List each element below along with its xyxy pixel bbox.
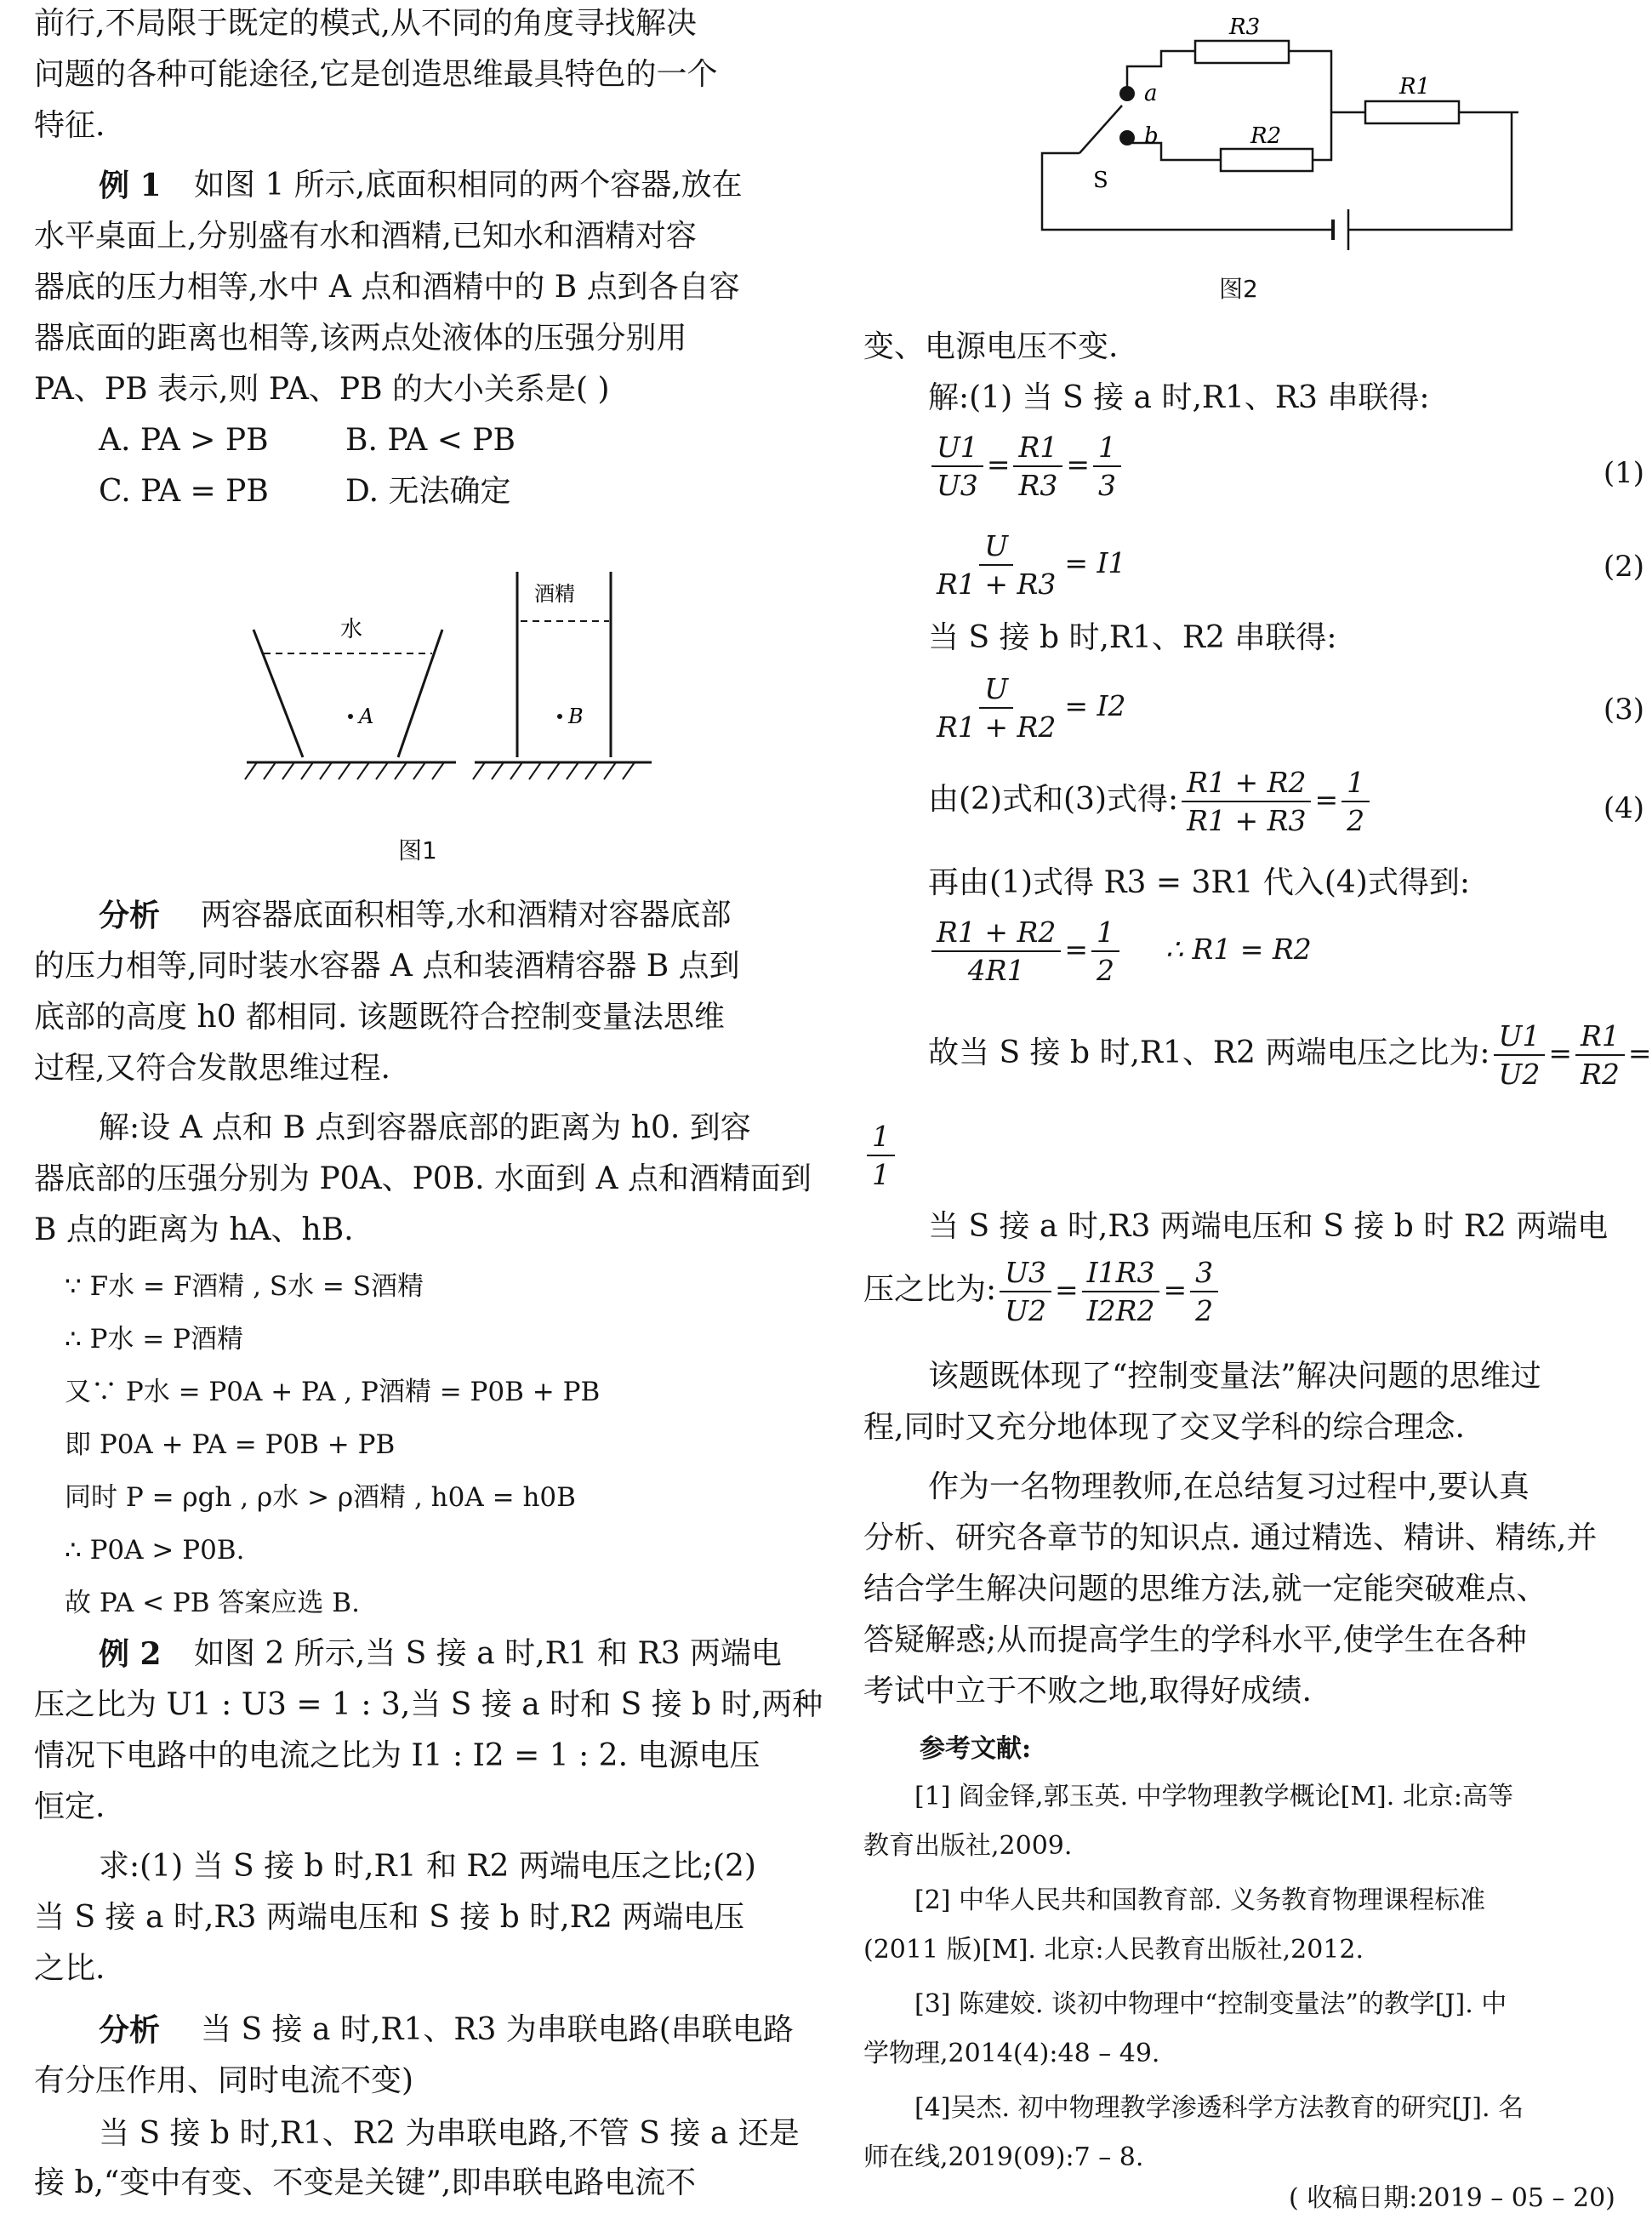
ratio-line: 故当 S 接 b 时,R1、R2 两端电压之比为: $\frac{U1}{U2}$ = $\frac{R1}{R2}$ = [928, 1019, 1652, 1091]
example2-label: 例 2 [99, 1636, 162, 1672]
analysis1-line: 底部的高度 h0 都相同. 该题既符合控制变量法思维 [34, 1000, 725, 1035]
example2-line: 恒定. [34, 1789, 105, 1824]
solution1-step: 同时 P = ρgh , ρ水 > ρ酒精 , h0A = h0B [65, 1482, 576, 1513]
example2-line: 情况下电路中的电流之比为 I1 : I2 = 1 : 2. 电源电压 [34, 1738, 760, 1773]
solution1-step: 即 P0A + PA = P0B + PB [65, 1429, 396, 1460]
water-label: 水 [340, 617, 363, 642]
ratio-result: $\frac{1}{1}$ [863, 1120, 898, 1191]
equation-4: 由(2)式和(3)式得: $\frac{R1 + R2}{R1 + R3}$ = $\frac{1}{2}$ (4) [928, 766, 1644, 837]
continued-line: 变、电源电压不变. [863, 329, 1119, 364]
solution1-step: ∴ P0A > P0B. [65, 1535, 245, 1566]
question-line: 之比. [34, 1951, 105, 1986]
equation-2: $\frac{U}{R1 + R3}$ = I1 (2) [937, 529, 1644, 601]
analysis2-line: 接 b,“变中有变、不变是关键”,即串联电路电流不 [34, 2165, 697, 2200]
r1-label: R1 [1399, 74, 1431, 100]
figure1-caption: 图1 [398, 836, 437, 864]
figure1-containers [204, 562, 681, 817]
analysis1-line: 的压力相等,同时装水容器 A 点和装酒精容器 B 点到 [34, 949, 740, 984]
substitute-line: 再由(1)式得 R3 = 3R1 代入(4)式得到: [928, 865, 1470, 900]
question-line: 求:(1) 当 S 接 b 时,R1 和 R2 两端电压之比;(2) [99, 1849, 756, 1884]
closing-line: 结合学生解决问题的思维方法,就一定能突破难点、 [863, 1572, 1547, 1606]
example1-line: PA、PB 表示,则 PA、PB 的大小关系是( ) [34, 372, 610, 407]
analysis2-line: 当 S 接 b 时,R1、R2 为串联电路,不管 S 接 a 还是 [99, 2116, 800, 2151]
solution1-step: 故 PA < PB 答案应选 B. [65, 1588, 360, 1618]
point-b-label: B [568, 704, 584, 728]
case-b-line: 当 S 接 b 时,R1、R2 串联得: [928, 620, 1337, 655]
equation-5: $\frac{R1 + R2}{4R1}$ = $\frac{1}{2}$ ∴ R1 = R2 [928, 916, 1312, 987]
solution2-intro: 解:(1) 当 S 接 a 时,R1、R3 串联得: [928, 380, 1430, 415]
reference-item: [4]吴杰. 初中物理教学渗透科学方法教育的研究[J]. 名 [914, 2093, 1524, 2123]
example1-label: 例 1 [99, 168, 162, 203]
option-a: A. PA > PB [99, 423, 269, 458]
equation-1: $\frac{U1}{U3}$ = $\frac{R1}{R3}$ = $\frac{1}{3}$ (1) [928, 431, 1644, 502]
example2-line: 如图 2 所示,当 S 接 a 时,R1 和 R3 两端电 [194, 1636, 782, 1671]
r2-label: R2 [1250, 123, 1282, 149]
ratio2-line: 当 S 接 a 时,R3 两端电压和 S 接 b 时 R2 两端电 [928, 1209, 1609, 1244]
reference-item-cont: 教育出版社,2009. [863, 1831, 1073, 1861]
question-line: 当 S 接 a 时,R3 两端电压和 S 接 b 时,R2 两端电压 [34, 1900, 745, 1935]
ratio2-equation: 压之比为: $\frac{U3}{U2}$ = $\frac{I1R3}{I2R2}$ = $\frac{3}{2}$ [863, 1256, 1222, 1327]
reference-item-cont: 学物理,2014(4):48 – 49. [863, 2039, 1160, 2068]
reference-item: [2] 中华人民共和国教育部. 义务教育物理课程标准 [914, 1885, 1486, 1915]
solution1-step: ∴ P水 = P酒精 [65, 1324, 243, 1355]
option-c: C. PA = PB [99, 474, 269, 509]
solution1-step: ∵ F水 = F酒精 , S水 = S酒精 [65, 1271, 424, 1302]
equation-3: $\frac{U}{R1 + R2}$ = I2 (3) [937, 672, 1644, 744]
example1-line: 水平桌面上,分别盛有水和酒精,已知水和酒精对容 [34, 219, 697, 254]
analysis2-label: 分析 [99, 2012, 161, 2048]
intro-line: 问题的各种可能途径,它是创造思维最具特色的一个 [34, 57, 718, 92]
analysis1-line: 两容器底面积相等,水和酒精对容器底部 [201, 898, 732, 933]
terminal-b-label: b [1144, 123, 1159, 149]
reference-item-cont: (2011 版)[M]. 北京:人民教育出版社,2012. [863, 1935, 1364, 1965]
intro-line: 特征. [34, 108, 105, 143]
example2-line: 压之比为 U1 : U3 = 1 : 3,当 S 接 a 时和 S 接 b 时,两种 [34, 1687, 823, 1722]
alcohol-label: 酒精 [534, 582, 575, 606]
closing-line: 考试中立于不败之地,取得好成绩. [863, 1674, 1312, 1708]
solution1-step: 又∵ P水 = P0A + PA , P酒精 = P0B + PB [65, 1377, 601, 1407]
example1-line: 如图 1 所示,底面积相同的两个容器,放在 [194, 168, 743, 203]
received-date: ( 收稿日期:2019 – 05 – 20) [1289, 2183, 1615, 2213]
figure2-caption: 图2 [1219, 275, 1258, 303]
switch-label: S [1093, 168, 1108, 193]
option-b: B. PA < PB [345, 423, 516, 458]
example1-line: 器底面的距离也相等,该两点处液体的压强分别用 [34, 321, 687, 356]
point-a-label: A [359, 704, 374, 728]
reference-item: [1] 阎金铎,郭玉英. 中学物理教学概论[M]. 北京:高等 [914, 1782, 1513, 1811]
terminal-a-label: a [1144, 81, 1158, 106]
reference-item-cont: 师在线,2019(09):7 – 8. [863, 2142, 1144, 2172]
references-title: 参考文献: [920, 1734, 1032, 1764]
reference-item: [3] 陈建姣. 谈初中物理中“控制变量法”的教学[J]. 中 [914, 1989, 1507, 2019]
conclusion-line: 程,同时又充分地体现了交叉学科的综合理念. [863, 1410, 1465, 1445]
analysis2-line: 当 S 接 a 时,R1、R3 为串联电路(串联电路 [201, 2012, 794, 2047]
conclusion-line: 该题既体现了“控制变量法”解决问题的思维过 [928, 1359, 1541, 1394]
closing-line: 答疑解惑;从而提高学生的学科水平,使学生在各种 [863, 1623, 1527, 1657]
intro-line: 前行,不局限于既定的模式,从不同的角度寻找解决 [34, 6, 697, 41]
option-d: D. 无法确定 [345, 474, 511, 509]
analysis2-line: 有分压作用、同时电流不变) [34, 2063, 414, 2098]
r3-label: R3 [1229, 14, 1261, 40]
analysis1-label: 分析 [99, 898, 161, 933]
example1-line: 器底的压力相等,水中 A 点和酒精中的 B 点到各自容 [34, 270, 740, 305]
solution1-line: 器底部的压强分别为 P0A、P0B. 水面到 A 点和酒精面到 [34, 1161, 812, 1196]
analysis1-line: 过程,又符合发散思维过程. [34, 1051, 390, 1086]
figure2-circuit [1025, 14, 1484, 264]
closing-line: 分析、研究各章节的知识点. 通过精选、精讲、精练,并 [863, 1520, 1598, 1555]
solution1-line: B 点的距离为 hA、hB. [34, 1212, 354, 1247]
solution1-line: 解:设 A 点和 B 点到容器底部的距离为 h0. 到容 [99, 1110, 751, 1145]
closing-line: 作为一名物理教师,在总结复习过程中,要认真 [928, 1469, 1530, 1504]
